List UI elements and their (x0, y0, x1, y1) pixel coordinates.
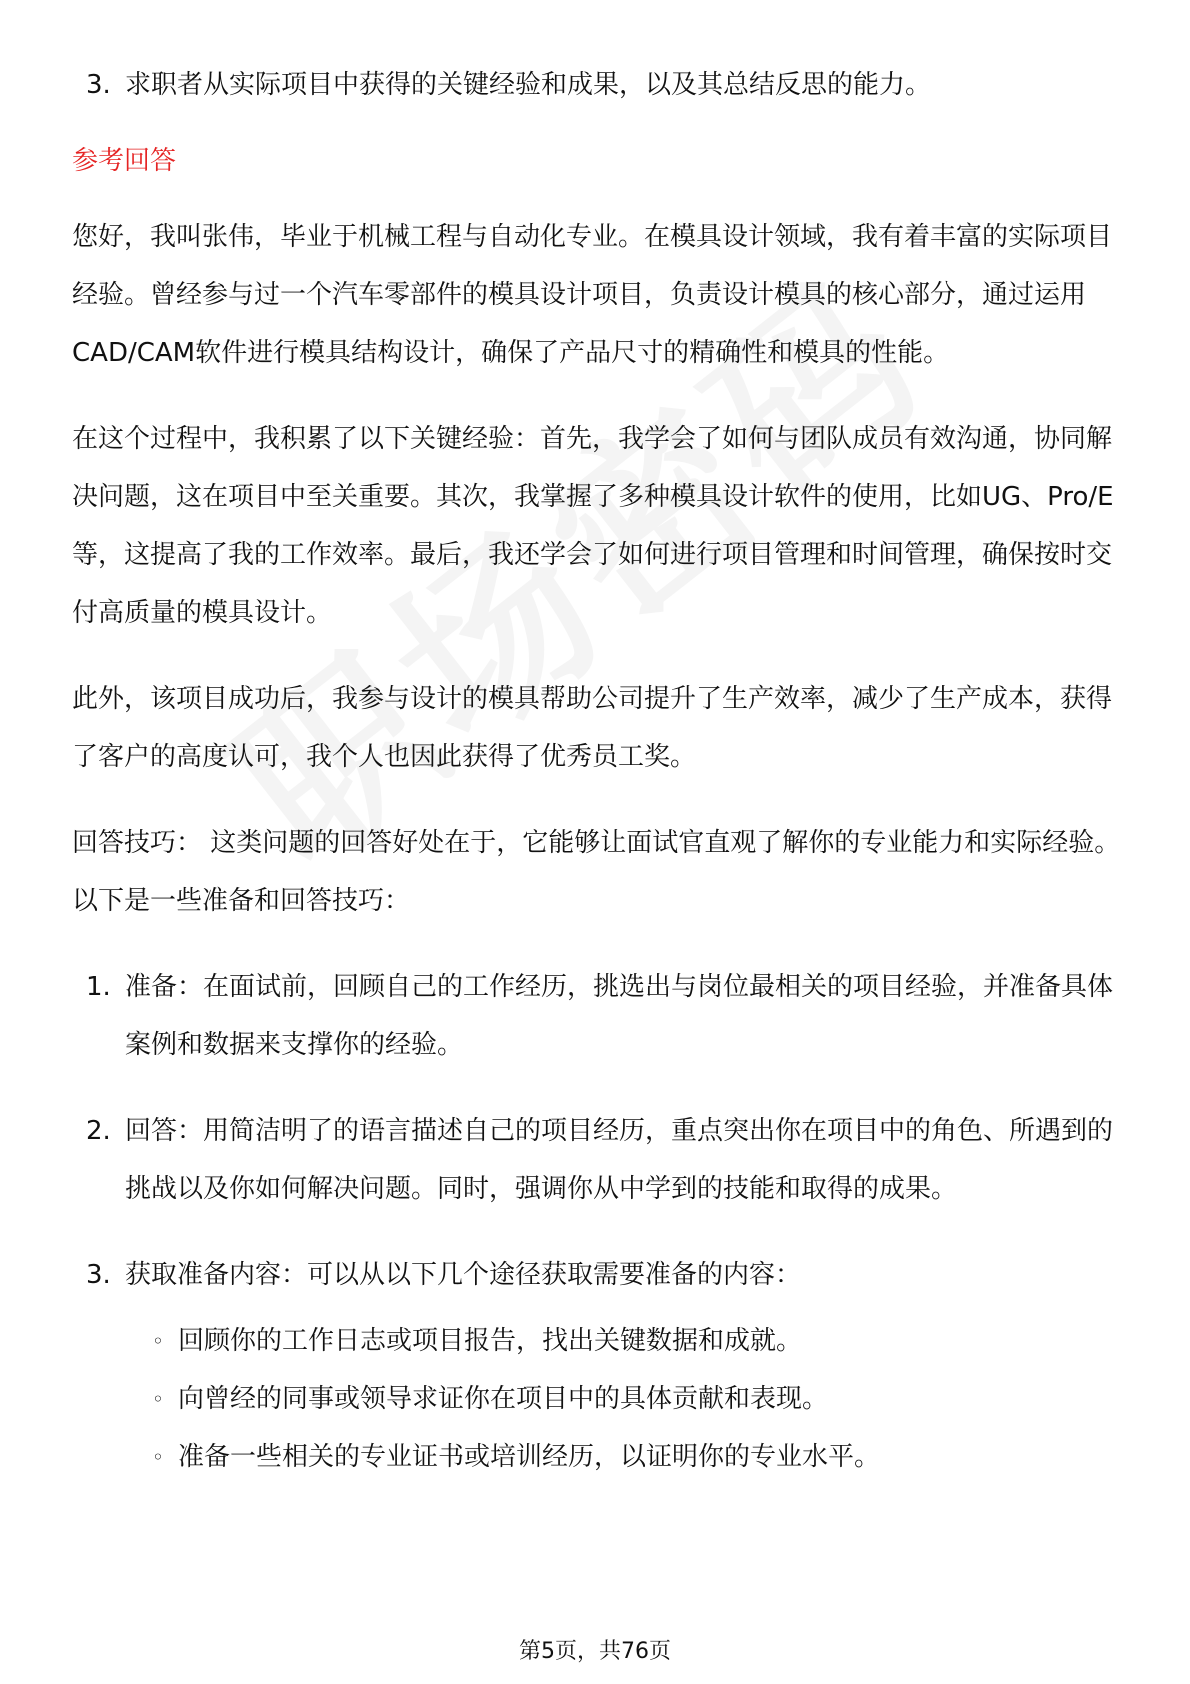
list-number: 3. (86, 70, 111, 100)
bullet-icon: ◦ (152, 1387, 164, 1411)
list-item (72, 958, 1132, 1074)
sub-list-item (72, 1428, 1132, 1486)
paragraph: 您好，我叫张伟，毕业于机械工程与自动化专业。在模具设计领域，我有着丰富的实际项目经验。曾经参与过一个汽车零部件的模具设计项目，负责设计模具的核心部分，通过运用CAD/CAM软件进行模具结构设计，确保了产品尺寸的精确性和模具的性能。 (72, 222, 1113, 368)
paragraph: 此外，该项目成功后，我参与设计的模具帮助公司提升了生产效率，减少了生产成本，获得了客户的高度认可，我个人也因此获得了优秀员工奖。 (72, 684, 1113, 772)
sub-list-item-text: 准备一些相关的专业证书或培训经历，以证明你的专业水平。 (178, 1442, 881, 1472)
list-item-text: 回答：用简洁明了的语言描述自己的项目经历，重点突出你在项目中的角色、所遇到的挑战以及你如何解决问题。同时，强调你从中学到的技能和取得的成果。 (125, 1116, 1114, 1204)
section-heading: 参考回答 (72, 146, 177, 176)
page-content (72, 56, 1132, 1486)
list-item (72, 1246, 1132, 1304)
list-item-text: 获取准备内容：可以从以下几个途径获取需要准备的内容： (125, 1260, 802, 1290)
sub-list-item-text: 向曾经的同事或领导求证你在项目中的具体贡献和表现。 (178, 1384, 829, 1414)
bullet-icon: ◦ (152, 1329, 164, 1353)
sub-list-item (72, 1370, 1132, 1428)
bullet-icon: ◦ (152, 1445, 164, 1469)
list-item (72, 1102, 1132, 1218)
page-footer: 第5页，共76页 (519, 1639, 671, 1664)
sub-list-item (72, 1312, 1132, 1370)
list-item-text: 准备：在面试前，回顾自己的工作经历，挑选出与岗位最相关的项目经验，并准备具体案例和数据来支撑你的经验。 (125, 972, 1114, 1060)
list-number: 3. (86, 1260, 111, 1290)
list-item-text: 求职者从实际项目中获得的关键经验和成果，以及其总结反思的能力。 (125, 70, 932, 100)
sub-list-item-text: 回顾你的工作日志或项目报告，找出关键数据和成就。 (178, 1326, 803, 1356)
list-number: 2. (86, 1116, 111, 1146)
paragraph: 回答技巧： 这类问题的回答好处在于，它能够让面试官直观了解你的专业能力和实际经验。以下是一些准备和回答技巧： (72, 828, 1121, 916)
list-item (72, 56, 1132, 114)
list-number: 1. (86, 972, 111, 1002)
paragraph: 在这个过程中，我积累了以下关键经验：首先，我学会了如何与团队成员有效沟通，协同解决问题，这在项目中至关重要。其次，我掌握了多种模具设计软件的使用，比如UG、Pro/E等，这提高了我的工作效率。最后，我还学会了如何进行项目管理和时间管理，确保按时交付高质量的模具设计。 (72, 424, 1114, 628)
